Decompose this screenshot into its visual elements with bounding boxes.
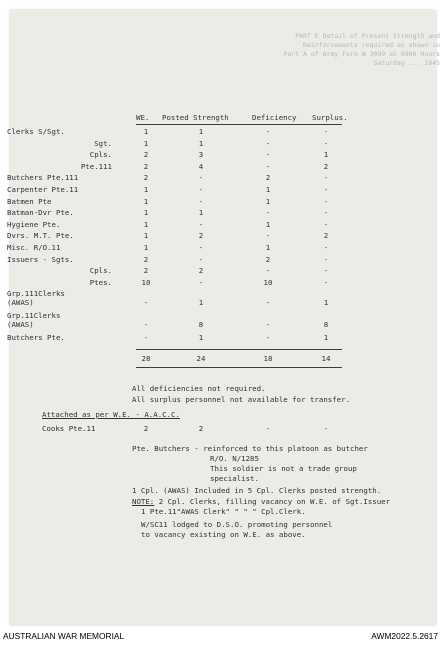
cell-deficiency: -	[265, 138, 271, 148]
cell-surplus: 8	[323, 320, 329, 330]
cell-we: 10	[141, 277, 151, 287]
cell-surplus: -	[323, 185, 329, 194]
cell-we: -	[143, 298, 149, 308]
total-posted: 24	[196, 354, 206, 363]
cell-surplus: 1	[323, 298, 329, 308]
cell-we: 2	[143, 254, 149, 264]
column-header-we: WE.	[136, 113, 150, 122]
cell-posted: -	[198, 173, 204, 183]
remark-line: This soldier is not a trade group	[210, 464, 357, 473]
cell-we: 1	[143, 219, 149, 229]
remark-line: specialist.	[210, 474, 259, 483]
cell-we: 1	[143, 231, 149, 241]
cell-we: -	[143, 320, 149, 330]
cell-deficiency: 1	[265, 243, 271, 252]
cell-deficiency: -	[265, 266, 271, 276]
row-label: Ptes.	[89, 277, 112, 287]
row-label: Dvrs. M.T. Pte.	[7, 231, 74, 241]
cell-posted: 1	[198, 298, 204, 308]
cell-we: -	[143, 333, 149, 343]
cell-surplus: 2	[323, 231, 329, 241]
faint-header-text: PART E Detail of Present Strength and Reinforcements required as shown in Part A of Army Form W 3009 at 0900 Hours Saturday ... 1945	[283, 32, 440, 67]
row-label: Butchers Pte.	[7, 333, 65, 343]
total-surplus: 14	[321, 354, 331, 363]
cell-we: 2	[143, 161, 149, 171]
remark-line: W/SC11 lodged to D.S.O. promoting personnel	[141, 520, 333, 529]
cell-surplus: -	[323, 138, 329, 148]
attached-we: 2	[143, 424, 149, 433]
note-surplus: All surplus personnel not available for transfer.	[132, 395, 351, 404]
row-label: Grp.11Clerks (AWAS)	[7, 311, 61, 330]
remark-line: R/O. N/1285	[210, 454, 259, 463]
cell-posted: 1	[198, 138, 204, 148]
cell-deficiency: -	[265, 231, 271, 241]
row-label: Cpls.	[89, 150, 112, 160]
row-label: Sgt.	[94, 138, 112, 148]
cell-posted: -	[198, 277, 204, 287]
total-deficiency: 18	[263, 354, 273, 363]
cell-surplus: 2	[323, 161, 329, 171]
cell-deficiency: -	[265, 208, 271, 218]
cell-surplus: 1	[323, 333, 329, 343]
note-deficiencies: All deficiencies not required.	[132, 384, 266, 393]
remark-line: to vacancy existing on W.E. as above.	[141, 530, 306, 539]
cell-we: 1	[143, 243, 149, 252]
cell-surplus: 1	[323, 150, 329, 160]
row-label: Butchers Pte.111	[7, 173, 79, 183]
cell-posted: -	[198, 254, 204, 264]
cell-posted: 2	[198, 266, 204, 276]
cell-deficiency: -	[265, 333, 271, 343]
row-label: Batmen Pte	[7, 196, 52, 206]
attached-posted: 2	[198, 424, 204, 433]
total-we: 28	[141, 354, 151, 363]
footer-accession-number: AWM2022.5.2617	[371, 631, 438, 641]
attached-heading: Attached as per W.E. - A.A.C.C.	[42, 410, 180, 419]
cell-surplus: -	[323, 127, 329, 136]
cell-deficiency: 2	[265, 173, 271, 183]
cell-we: 1	[143, 208, 149, 218]
document-page	[7, 10, 440, 625]
cell-surplus: -	[323, 266, 329, 276]
remark-line: 1 Pte.11"AWAS Clerk" " " " Cpl.Clerk.	[141, 507, 306, 516]
cell-surplus: -	[323, 173, 329, 183]
cell-surplus: -	[323, 277, 329, 287]
cell-deficiency: -	[265, 161, 271, 171]
footer-institution: AUSTRALIAN WAR MEMORIAL	[3, 631, 125, 641]
note-text: 2 Cpl. Clerks, filling vacancy on W.E. of Sgt.Issuer	[154, 497, 391, 506]
attached-deficiency: -	[265, 424, 271, 433]
cell-we: 2	[143, 173, 149, 183]
totals-bottom-rule	[136, 367, 342, 368]
cell-we: 1	[143, 196, 149, 206]
row-label: Pte.111	[80, 161, 112, 171]
cell-deficiency: -	[265, 127, 271, 136]
remark-line: Pte. Butchers - reinforced to this platoon as butcher	[132, 444, 368, 453]
cell-posted: 8	[198, 320, 204, 330]
cell-we: 1	[143, 127, 149, 136]
attached-surplus: -	[323, 424, 329, 433]
cell-posted: 1	[198, 208, 204, 218]
column-header-posted-strength: Posted Strength	[162, 113, 229, 122]
cell-deficiency: 10	[263, 277, 273, 287]
cell-deficiency: 1	[265, 196, 271, 206]
row-label: Batman-Dvr Pte.	[7, 208, 74, 218]
remark-line	[132, 497, 390, 506]
cell-surplus: -	[323, 208, 329, 218]
row-label: Misc. R/O.11	[7, 243, 61, 252]
cell-surplus: -	[323, 196, 329, 206]
row-label: Grp.111Clerks (AWAS)	[7, 289, 65, 308]
row-label: Issuers - Sgts.	[7, 254, 74, 264]
row-label: Clerks S/Sgt.	[7, 127, 65, 136]
cell-deficiency: 2	[265, 254, 271, 264]
cell-posted: -	[198, 185, 204, 194]
cell-posted: 4	[198, 161, 204, 171]
row-label: Cpls.	[89, 266, 112, 276]
cell-we: 1	[143, 138, 149, 148]
attached-row-label: Cooks Pte.11	[42, 424, 96, 433]
cell-deficiency: -	[265, 298, 271, 308]
cell-we: 2	[143, 266, 149, 276]
row-label: Hygiene Pte.	[7, 219, 61, 229]
cell-posted: -	[198, 243, 204, 252]
note-keyword: NOTE:	[132, 497, 155, 506]
cell-deficiency: -	[265, 320, 271, 330]
cell-posted: 1	[198, 127, 204, 136]
cell-we: 2	[143, 150, 149, 160]
cell-posted: 1	[198, 333, 204, 343]
cell-posted: 2	[198, 231, 204, 241]
totals-top-rule	[136, 349, 342, 350]
cell-we: 1	[143, 185, 149, 194]
column-header-surplus: Surplus.	[312, 113, 348, 122]
cell-posted: -	[198, 219, 204, 229]
cell-deficiency: 1	[265, 219, 271, 229]
cell-surplus: -	[323, 219, 329, 229]
cell-deficiency: -	[265, 150, 271, 160]
cell-surplus: -	[323, 243, 329, 252]
remark-line: 1 Cpl. (AWAS) Included in 5 Cpl. Clerks posted strength.	[132, 486, 382, 495]
cell-deficiency: 1	[265, 185, 271, 194]
cell-surplus: -	[323, 254, 329, 264]
header-underline	[136, 124, 342, 125]
column-header-deficiency: Deficiency	[252, 113, 297, 122]
row-label: Carpenter Pte.11	[7, 185, 79, 194]
cell-posted: -	[198, 196, 204, 206]
cell-posted: 3	[198, 150, 204, 160]
